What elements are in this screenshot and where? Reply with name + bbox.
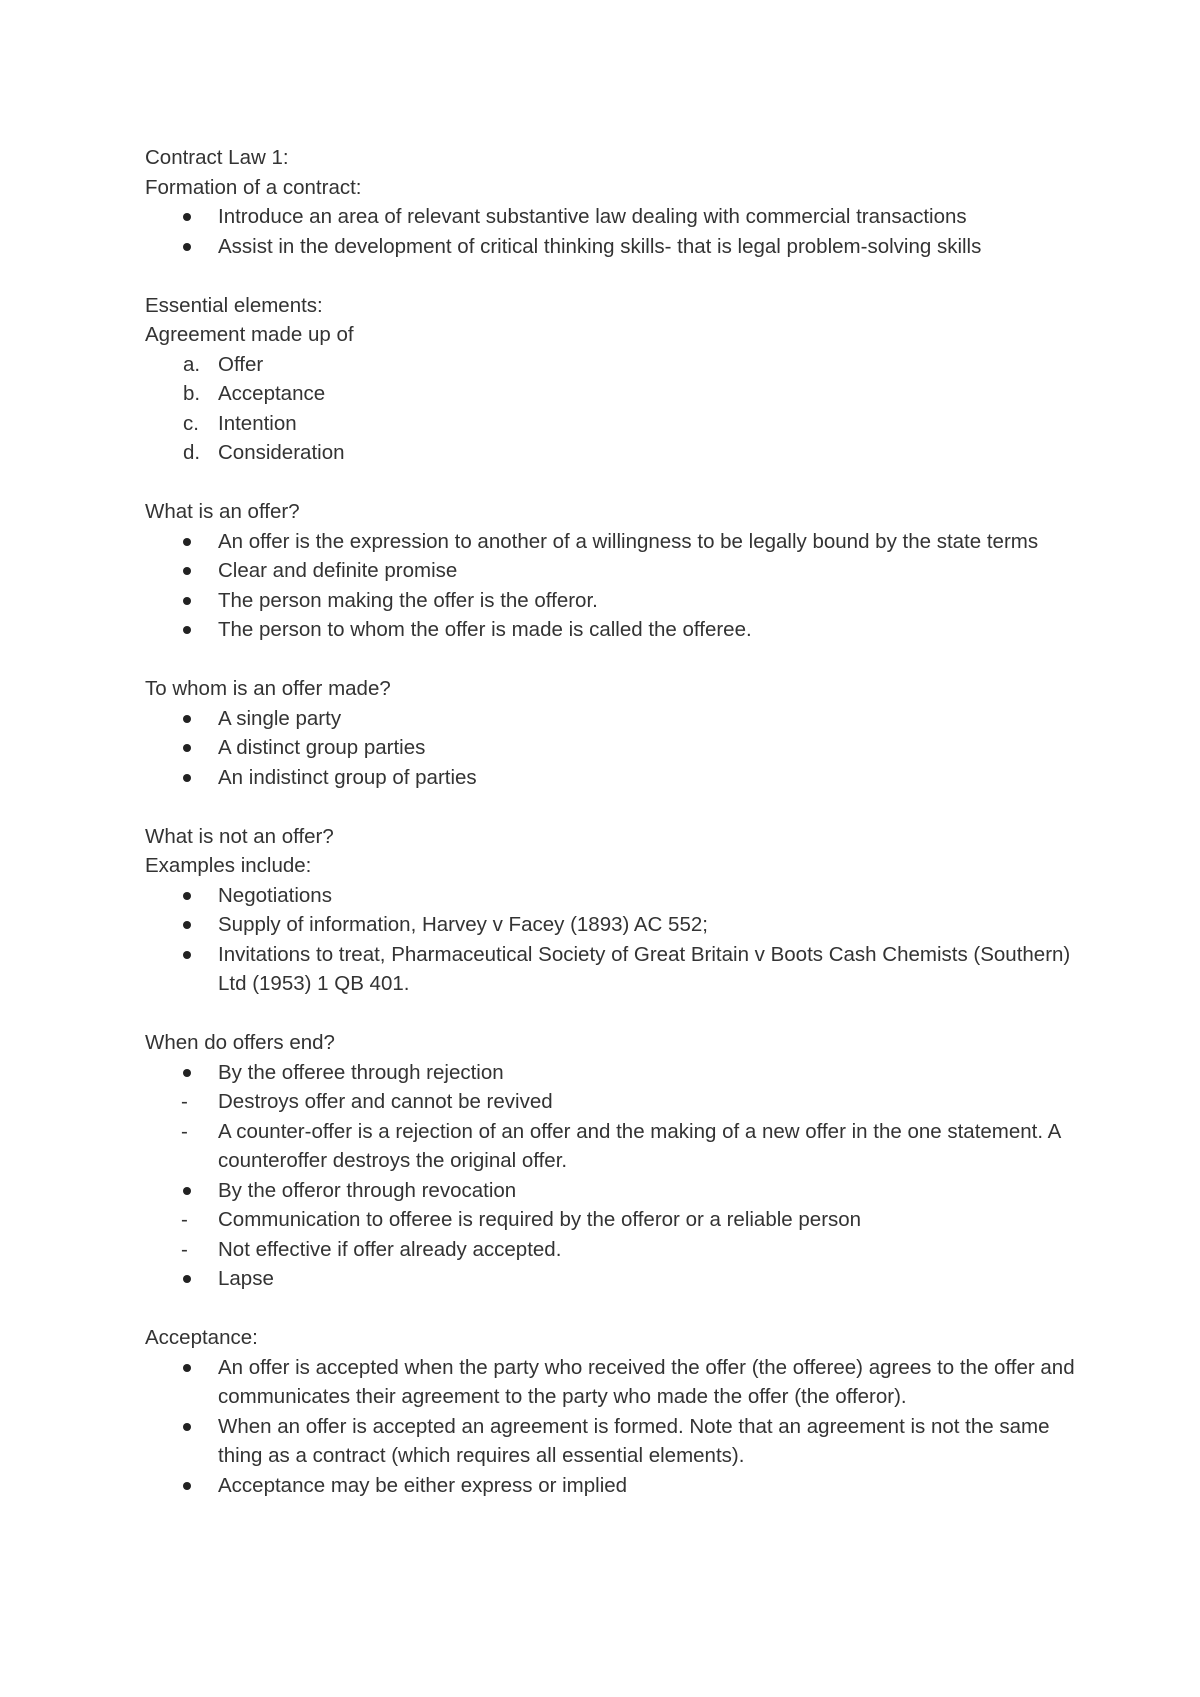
list-item bbox=[145, 409, 1085, 439]
item-list bbox=[145, 1353, 1085, 1501]
list-item bbox=[145, 1205, 1085, 1235]
bullet-icon bbox=[183, 921, 191, 929]
section-heading: Essential elements: bbox=[145, 293, 323, 317]
list-item-text: Acceptance may be either express or implied bbox=[218, 1473, 628, 1497]
list-item bbox=[145, 556, 1085, 586]
list-item bbox=[145, 1235, 1085, 1265]
bullet-icon bbox=[183, 892, 191, 900]
list-item bbox=[145, 379, 1085, 409]
list-item bbox=[145, 704, 1085, 734]
bullet-icon bbox=[183, 1364, 191, 1372]
section-heading: To whom is an offer made? bbox=[145, 677, 391, 700]
list-item-text: Destroys offer and cannot be revived bbox=[218, 1090, 553, 1113]
list-item bbox=[145, 586, 1085, 616]
list-item bbox=[145, 910, 1085, 940]
list-item bbox=[145, 940, 1085, 999]
section-subheading: Agreement made up of bbox=[145, 323, 354, 346]
note-section bbox=[145, 497, 1085, 645]
list-item-text: Acceptance bbox=[218, 382, 326, 405]
section-spacer bbox=[145, 645, 1085, 675]
dash-marker: - bbox=[181, 1119, 188, 1143]
note-section bbox=[145, 1028, 1085, 1294]
list-item-text: Consideration bbox=[218, 441, 345, 464]
section-subheading: Examples include: bbox=[145, 854, 312, 877]
item-list bbox=[145, 704, 1085, 793]
section-heading: What is not an offer? bbox=[145, 824, 334, 848]
section-spacer bbox=[145, 468, 1085, 498]
bullet-icon bbox=[183, 715, 191, 723]
list-item-text: Offer bbox=[218, 352, 264, 376]
list-item-text: Lapse bbox=[218, 1267, 274, 1290]
list-item-text: Intention bbox=[218, 411, 297, 435]
bullet-icon bbox=[183, 1423, 191, 1431]
list-item-text: Not effective if offer already accepted. bbox=[218, 1237, 562, 1261]
section-subheading: Formation of a contract: bbox=[145, 175, 362, 199]
bullet-icon bbox=[183, 597, 191, 605]
note-section bbox=[145, 143, 1085, 261]
bullet-icon bbox=[183, 538, 191, 546]
bullet-icon bbox=[183, 1275, 191, 1283]
list-item-text: Supply of information, Harvey v Facey (1893) AC 552; bbox=[218, 913, 708, 936]
list-item-text: By the offeror through revocation bbox=[218, 1178, 517, 1202]
item-list bbox=[145, 350, 1085, 468]
list-item bbox=[145, 232, 1085, 262]
list-item bbox=[145, 1087, 1085, 1117]
item-list bbox=[145, 881, 1085, 999]
list-letter: d. bbox=[183, 441, 201, 464]
section-spacer bbox=[145, 261, 1085, 291]
list-item-text: Introduce an area of relevant substantive law dealing with commercial transactions bbox=[218, 205, 967, 228]
list-item-text: Invitations to treat, Pharmaceutical Society of Great Britain v Boots Cash Chemists (Southern) Ltd (1953) 1 QB 401. bbox=[218, 942, 1071, 995]
dash-marker: - bbox=[181, 1208, 188, 1231]
section-spacer bbox=[145, 792, 1085, 822]
bullet-icon bbox=[183, 626, 191, 634]
bullet-icon bbox=[183, 243, 191, 251]
note-section bbox=[145, 674, 1085, 792]
bullet-icon bbox=[183, 213, 191, 221]
list-item-text: An offer is accepted when the party who received the offer (the offeree) agrees to the offer and communicates their agreement to the party who made the offer (the offeror). bbox=[218, 1355, 1075, 1408]
section-heading: When do offers end? bbox=[145, 1031, 335, 1054]
list-item-text: By the offeree through rejection bbox=[218, 1060, 504, 1084]
list-item-text: The person making the offer is the offeror. bbox=[218, 588, 598, 612]
document-body bbox=[145, 143, 1085, 1500]
list-item-text: When an offer is accepted an agreement is formed. Note that an agreement is not the same thing as a contract (which requires all essential elements). bbox=[218, 1414, 1050, 1467]
list-letter: b. bbox=[183, 382, 201, 405]
bullet-icon bbox=[183, 951, 191, 959]
note-section bbox=[145, 1323, 1085, 1500]
list-item bbox=[145, 350, 1085, 380]
list-item-text: A single party bbox=[218, 706, 342, 730]
bullet-icon bbox=[183, 1069, 191, 1077]
dash-marker: - bbox=[181, 1237, 188, 1261]
list-item-text: The person to whom the offer is made is called the offeree. bbox=[218, 618, 752, 641]
list-item bbox=[145, 1176, 1085, 1206]
list-item bbox=[145, 438, 1085, 468]
bullet-icon bbox=[183, 1482, 191, 1490]
bullet-icon bbox=[183, 744, 191, 752]
note-section bbox=[145, 291, 1085, 468]
bullet-icon bbox=[183, 774, 191, 782]
list-item-text: A counter-offer is a rejection of an offer and the making of a new offer in the one statement. A counteroffer destroys the original offer. bbox=[218, 1119, 1061, 1172]
item-list bbox=[145, 527, 1085, 645]
dash-marker: - bbox=[181, 1090, 188, 1113]
list-item bbox=[145, 1353, 1085, 1412]
list-item bbox=[145, 733, 1085, 763]
list-item bbox=[145, 1412, 1085, 1471]
list-item-text: Communication to offeree is required by the offeror or a reliable person bbox=[218, 1208, 862, 1231]
list-item bbox=[145, 1264, 1085, 1294]
item-list bbox=[145, 1058, 1085, 1294]
item-list bbox=[145, 202, 1085, 261]
list-item bbox=[145, 881, 1085, 911]
list-item bbox=[145, 1058, 1085, 1088]
list-letter: c. bbox=[183, 411, 199, 435]
list-item bbox=[145, 615, 1085, 645]
list-item bbox=[145, 763, 1085, 793]
list-letter: a. bbox=[183, 352, 201, 376]
list-item bbox=[145, 202, 1085, 232]
note-section bbox=[145, 822, 1085, 999]
bullet-icon bbox=[183, 1187, 191, 1195]
list-item bbox=[145, 1471, 1085, 1501]
list-item bbox=[145, 527, 1085, 557]
bullet-icon bbox=[183, 567, 191, 575]
section-spacer bbox=[145, 1294, 1085, 1324]
list-item-text: A distinct group parties bbox=[218, 736, 426, 759]
list-item-text: Clear and definite promise bbox=[218, 559, 458, 582]
section-spacer bbox=[145, 999, 1085, 1029]
list-item bbox=[145, 1117, 1085, 1176]
section-heading: What is an offer? bbox=[145, 500, 300, 523]
list-item-text: Assist in the development of critical thinking skills- that is legal problem-solving skills bbox=[218, 234, 982, 258]
list-item-text: An offer is the expression to another of a willingness to be legally bound by the state terms bbox=[218, 529, 1039, 553]
section-heading: Contract Law 1: bbox=[145, 146, 289, 169]
list-item-text: Negotiations bbox=[218, 883, 332, 907]
list-item-text: An indistinct group of parties bbox=[218, 765, 477, 789]
section-heading: Acceptance: bbox=[145, 1326, 258, 1349]
